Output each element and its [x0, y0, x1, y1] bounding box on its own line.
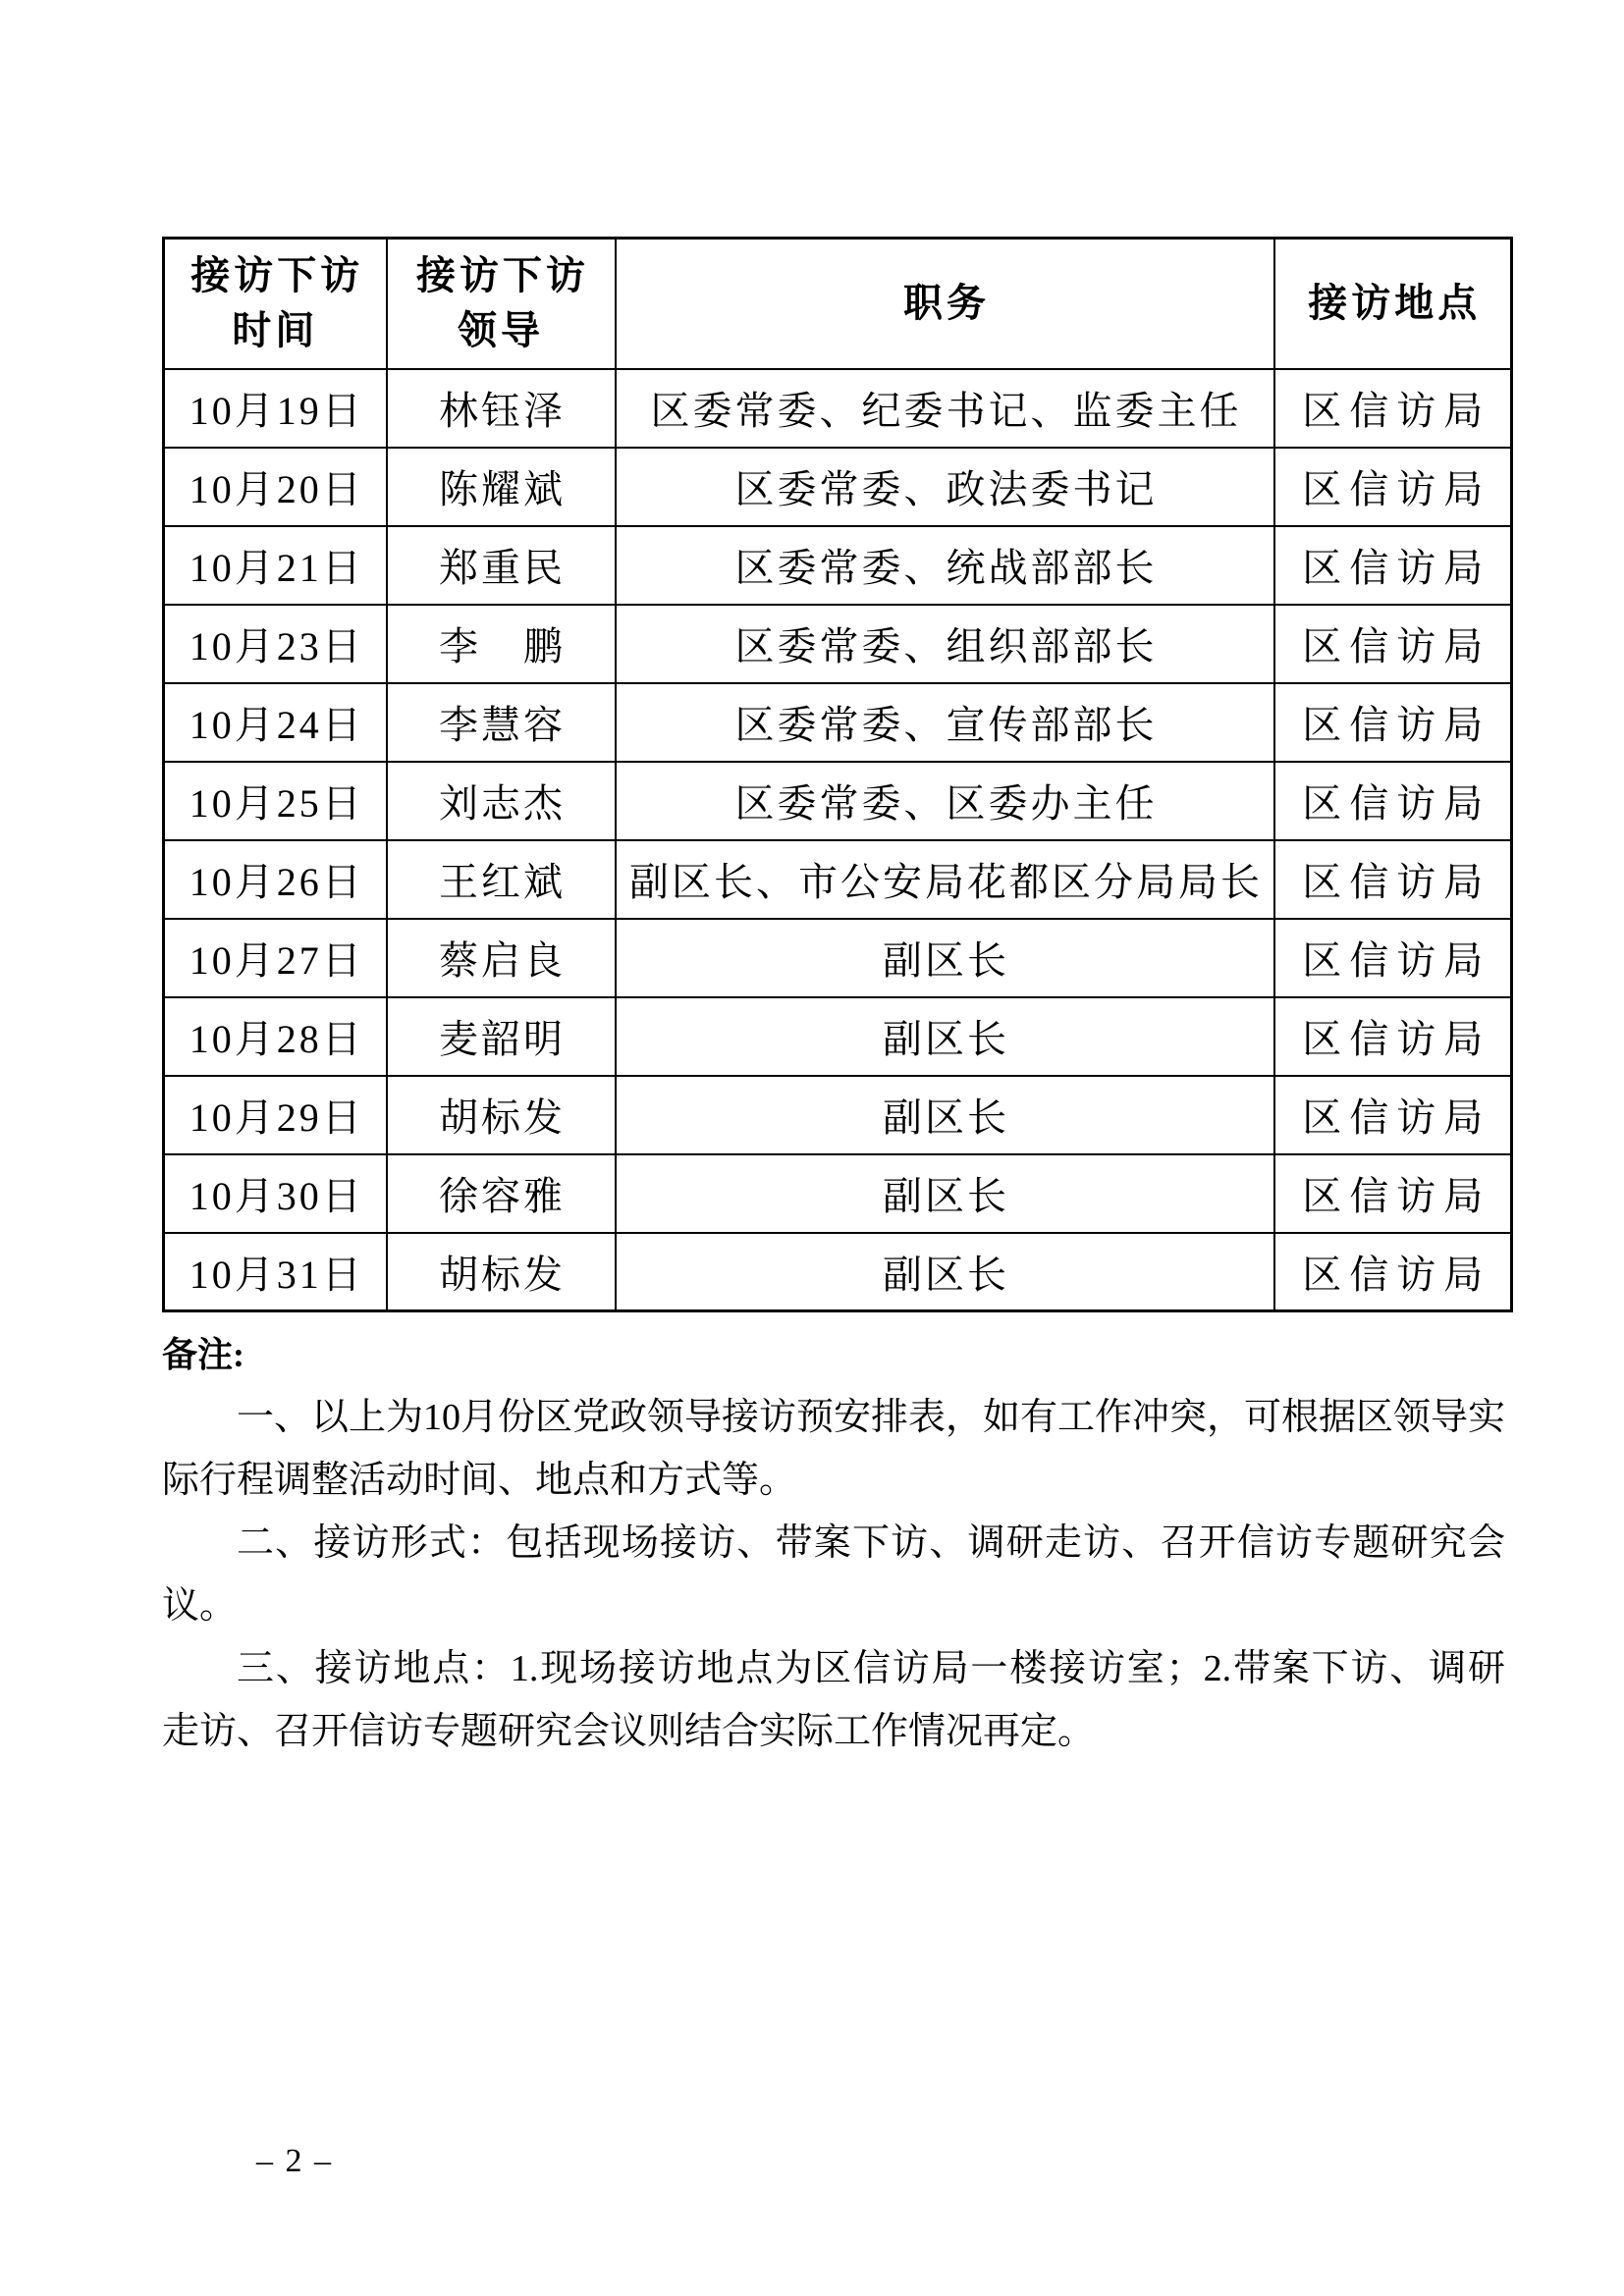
table-row	[164, 762, 1512, 840]
cell-date: 10月27日	[164, 919, 387, 997]
table-row	[164, 526, 1512, 605]
cell-position: 副区长、市公安局花都区分局局长	[616, 840, 1274, 919]
cell-location: 区信访局	[1274, 997, 1512, 1076]
cell-leader: 王红斌	[387, 840, 616, 919]
cell-position: 副区长	[616, 1154, 1274, 1233]
table-row	[164, 919, 1512, 997]
cell-date: 10月29日	[164, 1076, 387, 1154]
notes-label: 备注:	[162, 1335, 244, 1374]
note-2-line-1: 二、接访形式：包括现场接访、带案下访、调研走访、召开信访专题研究会	[237, 1522, 1505, 1564]
header-cell-location: 接访地点	[1274, 239, 1512, 369]
cell-leader: 蔡启良	[387, 919, 616, 997]
cell-location: 区信访局	[1274, 683, 1512, 762]
cell-date: 10月26日	[164, 840, 387, 919]
cell-leader: 麦韶明	[387, 997, 616, 1076]
cell-date: 10月20日	[164, 448, 387, 526]
cell-date: 10月23日	[164, 605, 387, 683]
cell-date: 10月24日	[164, 683, 387, 762]
cell-position: 副区长	[616, 997, 1274, 1076]
cell-position: 副区长	[616, 1076, 1274, 1154]
cell-location: 区信访局	[1274, 448, 1512, 526]
table-header-row	[164, 239, 1512, 369]
cell-location: 区信访局	[1274, 1154, 1512, 1233]
schedule-table	[162, 237, 1513, 1312]
note-1-line-2: 际行程调整活动时间、地点和方式等。	[162, 1460, 797, 1501]
note-2-line-2: 议。	[162, 1585, 238, 1627]
table-row	[164, 1076, 1512, 1154]
notes-section	[162, 1323, 1505, 1763]
cell-location: 区信访局	[1274, 1233, 1512, 1311]
header-cell-position: 职务	[616, 239, 1274, 369]
cell-position: 区委常委、纪委书记、监委主任	[616, 369, 1274, 448]
cell-location: 区信访局	[1274, 605, 1512, 683]
page-number: – 2 –	[256, 2143, 333, 2179]
cell-date: 10月30日	[164, 1154, 387, 1233]
header-leader-line1: 接访下访	[416, 253, 589, 298]
header-cell-leader	[387, 239, 616, 369]
cell-location: 区信访局	[1274, 1076, 1512, 1154]
cell-position: 区委常委、统战部部长	[616, 526, 1274, 605]
cell-leader: 徐容雅	[387, 1154, 616, 1233]
note-3-line-1: 三、接访地点：1.现场接访地点为区信访局一楼接访室；2.带案下访、调研	[237, 1648, 1505, 1689]
cell-date: 10月25日	[164, 762, 387, 840]
cell-location: 区信访局	[1274, 919, 1512, 997]
header-cell-time	[164, 239, 387, 369]
cell-date: 10月21日	[164, 526, 387, 605]
note-1-line-1: 一、以上为10月份区党政领导接访预安排表，如有工作冲突，可根据区领导实	[237, 1397, 1506, 1438]
header-leader-line2: 领导	[458, 308, 544, 353]
cell-leader: 李慧容	[387, 683, 616, 762]
table-row	[164, 683, 1512, 762]
cell-leader: 胡标发	[387, 1076, 616, 1154]
cell-position: 区委常委、组织部部长	[616, 605, 1274, 683]
table-row	[164, 1154, 1512, 1233]
table-row	[164, 369, 1512, 448]
table-row	[164, 1233, 1512, 1311]
cell-date: 10月28日	[164, 997, 387, 1076]
cell-leader: 林钰泽	[387, 369, 616, 448]
cell-leader: 李 鹏	[387, 605, 616, 683]
header-time-line2: 时间	[232, 308, 319, 353]
cell-date: 10月19日	[164, 369, 387, 448]
cell-location: 区信访局	[1274, 526, 1512, 605]
cell-position: 副区长	[616, 919, 1274, 997]
cell-position: 区委常委、宣传部部长	[616, 683, 1274, 762]
note-3-line-2: 走访、召开信访专题研究会议则结合实际工作情况再定。	[162, 1711, 1096, 1752]
cell-position: 区委常委、政法委书记	[616, 448, 1274, 526]
table-row	[164, 448, 1512, 526]
cell-location: 区信访局	[1274, 840, 1512, 919]
cell-location: 区信访局	[1274, 762, 1512, 840]
cell-location: 区信访局	[1274, 369, 1512, 448]
cell-position: 区委常委、区委办主任	[616, 762, 1274, 840]
header-time-line1: 接访下访	[190, 253, 364, 298]
table-row	[164, 840, 1512, 919]
cell-leader: 刘志杰	[387, 762, 616, 840]
cell-leader: 郑重民	[387, 526, 616, 605]
table-row	[164, 605, 1512, 683]
table-row	[164, 997, 1512, 1076]
cell-leader: 胡标发	[387, 1233, 616, 1311]
cell-date: 10月31日	[164, 1233, 387, 1311]
cell-leader: 陈耀斌	[387, 448, 616, 526]
cell-position: 副区长	[616, 1233, 1274, 1311]
